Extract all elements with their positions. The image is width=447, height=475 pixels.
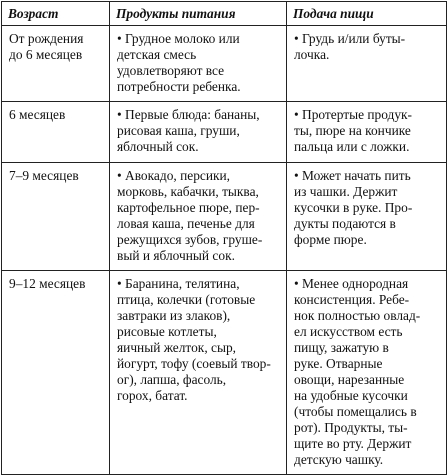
serving-text: • Может начать пить из чашки. Держит кусочки в руке. Про- дукты подаются в форме пюре. [294, 168, 413, 247]
serving-cell [287, 26, 447, 102]
feeding-table [1, 1, 447, 475]
serving-cell [287, 271, 447, 475]
header-food: Продукты питания [110, 2, 287, 26]
food-cell [110, 102, 287, 163]
age-cell [2, 102, 110, 163]
age-text: 7–9 месяцев [9, 168, 79, 183]
serving-cell [287, 102, 447, 163]
header-serving: Подача пищи [287, 2, 447, 26]
age-text: 9–12 месяцев [9, 276, 86, 291]
serving-cell [287, 163, 447, 271]
age-cell [2, 271, 110, 475]
food-cell [110, 271, 287, 475]
table-header-row [2, 2, 447, 26]
table-row [2, 163, 447, 271]
food-cell [110, 163, 287, 271]
serving-text: • Протертые продук- ты, пюре на кончике пальца или с ложки. [294, 107, 413, 154]
age-cell [2, 26, 110, 102]
header-age: Возраст [2, 2, 110, 26]
food-text: • Первые блюда: бананы, рисовая каша, груши, яблочный сок. [117, 107, 260, 154]
age-cell [2, 163, 110, 271]
food-text: • Баранина, телятина, птица, колечки (готовые завтраки из злаков), рисовые котлеты, яичный желток, сыр, йогурт, тофу (соевый твор- ог), лапша, фасоль, горох, батат. [117, 276, 271, 403]
food-cell [110, 26, 287, 102]
age-text: 6 месяцев [9, 107, 66, 122]
table-row [2, 26, 447, 102]
table-row [2, 102, 447, 163]
age-text: От рождения до 6 месяцев [9, 31, 84, 62]
food-text: • Грудное молоко или детская смесь удовлетворяют все потребности ребенка. [117, 31, 241, 94]
table-row [2, 271, 447, 475]
serving-text: • Менее однородная консистенция. Ребе- нок полностью овлад- ел искусством есть пищу, зажатую в руке. Отварные овощи, нарезанные на удобные кусочки (чтобы помещались в рот). Продукты, ты- щите во рту. Держит детскую чашку. [294, 276, 421, 467]
food-text: • Авокадо, персики, морковь, кабачки, тыква, картофельное пюре, пер- ловая каша, печенье для режущихся зубов, груше- вый и яблочный сок. [117, 168, 263, 263]
serving-text: • Грудь и/или буты- лочка. [294, 31, 406, 62]
